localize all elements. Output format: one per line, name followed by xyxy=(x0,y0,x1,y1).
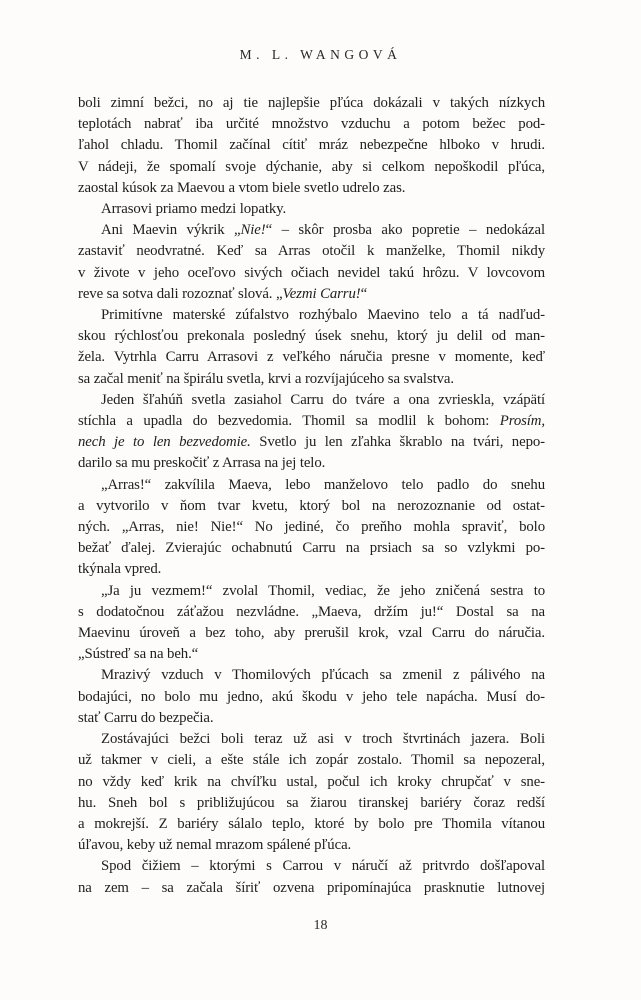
italic-text: Nie! xyxy=(240,222,266,239)
body-text: Mrazivý vzduch v Thomilových pľúcach sa zmenil z pálivého na xyxy=(101,667,545,684)
paragraph xyxy=(78,390,545,475)
body-text: zaostal kúsok za Maevou a vtom biele svetlo udrelo zas. xyxy=(78,179,406,196)
text-line xyxy=(78,665,545,686)
body-text: s dodatočnou záťažou nezvládne. „Maeva, držím ju!“ Dostal sa na xyxy=(78,603,545,620)
text-line xyxy=(78,178,545,199)
running-header: M. L. WANGOVÁ xyxy=(239,47,402,62)
body-text: bežať ďalej. Zvierajúc ochabnutú Carru na prsiach sa so vzlykmi po- xyxy=(78,540,545,557)
body-text: v živote v jeho oceľovo sivých očiach nevidel takú hrôzu. V lovcovom xyxy=(78,264,545,281)
text-line xyxy=(78,644,545,665)
text-line xyxy=(78,729,545,750)
text-line xyxy=(78,411,545,432)
text-line xyxy=(78,390,545,411)
text-line xyxy=(78,432,545,453)
paragraph xyxy=(78,199,545,220)
paragraph xyxy=(78,93,545,199)
text-line xyxy=(78,453,545,474)
paragraph xyxy=(78,305,545,390)
text-line xyxy=(78,602,545,623)
body-text: stať Carru do bezpečia. xyxy=(78,709,214,726)
text-line xyxy=(78,114,545,135)
text-line xyxy=(78,284,545,305)
body-text: sa začal meniť na špirálu svetla, krvi a rozvíjajúceho sa svalstva. xyxy=(78,370,454,387)
paragraph xyxy=(78,665,545,729)
body-text: Maevinu úroveň a bez toho, aby prerušil krok, vzal Carru do náručia. xyxy=(78,625,545,642)
page-number: 18 xyxy=(313,918,328,933)
text-line xyxy=(78,475,545,496)
text-line xyxy=(78,347,545,368)
text-line xyxy=(78,199,545,220)
body-text: “ xyxy=(360,285,368,302)
text-line xyxy=(78,687,545,708)
text-line xyxy=(78,369,545,390)
body-text: a mokrejší. Z bariéry sálalo teplo, ktoré by bolo pre Thomila vítanou xyxy=(78,815,545,832)
text-line xyxy=(78,538,545,559)
italic-text: nech je to len bezvedomie. xyxy=(78,434,251,451)
text-line xyxy=(78,750,545,771)
body-text: stíchla a upadla do bezvedomia. Thomil sa modlil k bohom: xyxy=(78,413,500,430)
paragraph xyxy=(78,729,545,856)
text-line xyxy=(78,157,545,178)
text-line xyxy=(78,220,545,241)
body-text: „Ja ju vezmem!“ zvolal Thomil, vediac, že jeho zničená sestra to xyxy=(101,582,545,599)
body-text: darilo sa mu preskočiť z Arrasa na jej telo. xyxy=(78,455,326,472)
body-text: už takmer v cieli, a ešte stále ich zopár zostalo. Thomil sa nepozeral, xyxy=(78,752,545,769)
body-text: reve sa sotva dali rozoznať slová. „ xyxy=(78,285,283,302)
body-text: teplotách nabrať iba určité množstvo vzduchu a potom bežec pod- xyxy=(78,116,545,133)
body-text: a vytvorilo v ňom tvar kvetu, ktorý bol na nerozoznanie od ostat- xyxy=(78,497,545,514)
text-line xyxy=(78,835,545,856)
text-line xyxy=(78,241,545,262)
text-line xyxy=(78,263,545,284)
text-line xyxy=(78,772,545,793)
paragraph xyxy=(78,856,545,898)
paragraph xyxy=(78,220,545,305)
body-text: Jeden šľahúň svetla zasiahol Carru do tváre a ona zvrieskla, vzápätí xyxy=(101,391,545,408)
body-text: no vždy keď krik na chvíľku ustal, počul ich kroky chrupčať v sne- xyxy=(78,773,545,790)
text-line xyxy=(78,856,545,877)
paragraph xyxy=(78,475,545,581)
text-line xyxy=(78,814,545,835)
text-line xyxy=(78,305,545,326)
body-text: Ani Maevin výkrik „ xyxy=(101,222,241,239)
body-text: bodajúci, no bolo mu jedno, akú škodu v jeho tele napácha. Musí do- xyxy=(78,688,545,705)
body-text: skou rýchlosťou prekonala posledný úsek snehu, ktorý ju delil od man- xyxy=(78,328,545,345)
body-text: Svetlo ju len zľahka škrablo na tvári, nepo- xyxy=(250,434,545,451)
body-text: Primitívne materské zúfalstvo rozhýbalo Maevino telo a tá nadľud- xyxy=(101,307,545,324)
body-text: ných. „Arras, nie! Nie!“ No jediné, čo preňho mohla spraviť, bolo xyxy=(78,519,545,536)
body-text: hu. Sneh bol s približujúcou sa žiarou tiranskej bariéry čoraz redší xyxy=(78,794,545,811)
text-line xyxy=(78,623,545,644)
text-line xyxy=(78,793,545,814)
italic-text: Vezmi Carru! xyxy=(282,285,361,302)
text-block xyxy=(78,93,545,899)
body-text: žela. Vytrhla Carru Arrasovi z veľkého náručia presne v momente, keď xyxy=(78,349,545,366)
body-text: úľavou, keby už nemal mrazom spálené pľúca. xyxy=(78,837,352,854)
text-line xyxy=(78,135,545,156)
body-text: „Arras!“ zakvílila Maeva, lebo manželovo telo padlo do snehu xyxy=(101,476,545,493)
body-text: Zostávajúci bežci boli teraz už asi v troch štvrtinách jazera. Boli xyxy=(101,731,545,748)
body-text: zastaviť neodvratné. Keď sa Arras otočil k manželke, Thomil nikdy xyxy=(78,243,545,260)
text-line xyxy=(78,708,545,729)
body-text: Arrasovi priamo medzi lopatky. xyxy=(101,201,287,218)
text-line xyxy=(78,878,545,899)
body-text: V nádeji, že spomalí svoje dýchanie, aby si celkom nepoškodil pľúca, xyxy=(78,158,545,175)
text-line xyxy=(78,496,545,517)
text-line xyxy=(78,559,545,580)
italic-text: Prosím, xyxy=(499,413,545,430)
paragraph xyxy=(78,581,545,666)
body-text: tkýnala vpred. xyxy=(78,561,162,578)
text-line xyxy=(78,517,545,538)
body-text: na zem – sa začala šíriť ozvena pripomínajúca prasknutie lutnovej xyxy=(78,879,545,896)
text-line xyxy=(78,581,545,602)
body-text: Spod čižiem – ktorými s Carrou v náručí až pritvrdo došľapoval xyxy=(101,858,545,875)
text-line xyxy=(78,326,545,347)
body-text: ľahol chladu. Thomil začínal cítiť mráz nebezpečne hlboko v hrudi. xyxy=(78,137,545,154)
body-text: boli zimní bežci, no aj tie najlepšie pľúca dokázali v takých nízkych xyxy=(78,95,545,111)
body-text: “ – skôr prosba ako popretie – nedokázal xyxy=(265,222,545,239)
body-text: „Sústreď sa na beh.“ xyxy=(78,646,199,663)
text-line xyxy=(78,93,545,114)
